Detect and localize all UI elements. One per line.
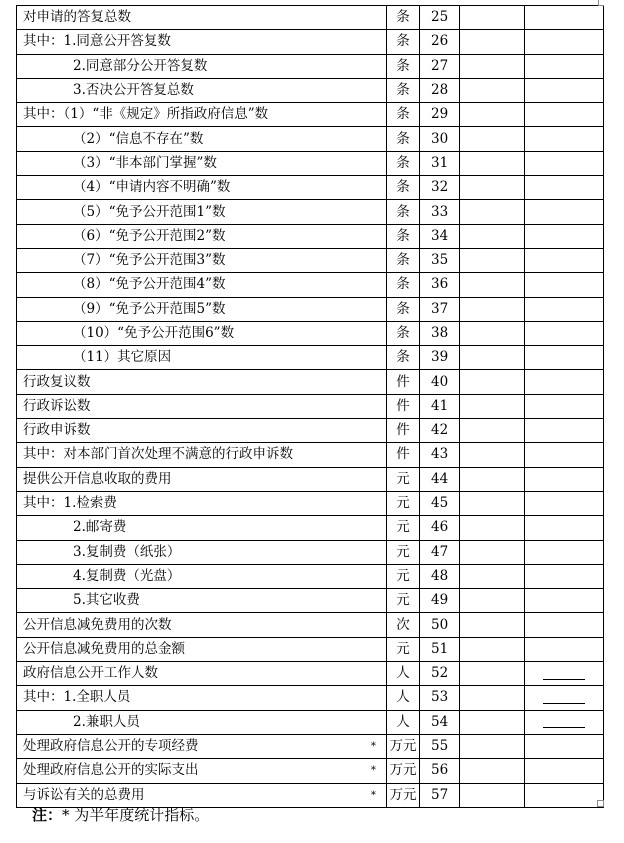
- value-cell-2[interactable]: [524, 370, 603, 394]
- unit-cell: 条: [386, 224, 419, 248]
- value-cell-1[interactable]: [460, 662, 524, 686]
- unit-cell: 人: [386, 662, 419, 686]
- row-code-cell: 48: [420, 564, 460, 588]
- table-row: [17, 248, 604, 272]
- indicator-cell: [17, 103, 387, 127]
- indicator-cell: [17, 273, 387, 297]
- value-cell-2[interactable]: [524, 346, 603, 370]
- row-code-cell: 34: [420, 224, 460, 248]
- semiannual-star-marker: *: [370, 741, 376, 753]
- value-cell-2[interactable]: [524, 783, 603, 807]
- row-code-cell: 26: [420, 30, 460, 54]
- row-code-cell: 30: [420, 127, 460, 151]
- table-row: [17, 54, 604, 78]
- value-cell-1[interactable]: [460, 759, 524, 783]
- row-code-cell: 40: [420, 370, 460, 394]
- table-row: [17, 759, 604, 783]
- value-cell-1[interactable]: [460, 248, 524, 272]
- unit-cell: 件: [386, 394, 419, 418]
- row-code-cell: 51: [420, 637, 460, 661]
- table-row: [17, 151, 604, 175]
- value-cell-1[interactable]: [460, 540, 524, 564]
- indicator-cell: [17, 564, 387, 588]
- value-cell-1[interactable]: [460, 224, 524, 248]
- semiannual-star-marker: *: [370, 765, 376, 777]
- value-cell-2[interactable]: [524, 491, 603, 515]
- indicator-cell: [17, 78, 387, 102]
- unit-cell: 条: [386, 6, 419, 30]
- unit-cell: 人: [386, 686, 419, 710]
- value-cell-2[interactable]: [524, 248, 603, 272]
- unit-cell: 元: [386, 467, 419, 491]
- indicator-label: 2.兼职人员: [73, 713, 140, 730]
- indicator-label: 政府信息公开工作人数: [23, 665, 158, 682]
- row-code-cell: 35: [420, 248, 460, 272]
- value-cell-2[interactable]: [524, 103, 603, 127]
- table-row: [17, 589, 604, 613]
- unit-cell: 次: [386, 613, 419, 637]
- indicator-cell: [17, 419, 387, 443]
- value-cell-2[interactable]: [524, 589, 603, 613]
- unit-cell: 条: [386, 200, 419, 224]
- table-row: [17, 297, 604, 321]
- table-row: [17, 200, 604, 224]
- indicator-cell: [17, 443, 387, 467]
- value-cell-1[interactable]: [460, 443, 524, 467]
- indicator-cell: [17, 686, 387, 710]
- indicator-label: 公开信息减免费用的次数: [23, 616, 172, 633]
- indicator-cell: [17, 176, 387, 200]
- value-cell-1[interactable]: [460, 491, 524, 515]
- value-cell-1[interactable]: [460, 710, 524, 734]
- row-code-cell: 46: [420, 516, 460, 540]
- value-cell-2[interactable]: [524, 54, 603, 78]
- row-code-cell: 53: [420, 686, 460, 710]
- value-cell-1[interactable]: [460, 321, 524, 345]
- indicator-cell: [17, 370, 387, 394]
- value-cell-1[interactable]: [460, 467, 524, 491]
- unit-cell: 元: [386, 637, 419, 661]
- indicator-label: 公开信息减免费用的总金额: [23, 640, 185, 657]
- indicator-label: 处理政府信息公开的实际支出: [23, 762, 199, 779]
- table-row: [17, 613, 604, 637]
- value-cell-2[interactable]: [524, 662, 603, 686]
- value-cell-2[interactable]: [524, 176, 603, 200]
- statistics-table-container: [16, 5, 604, 808]
- row-code-cell: 45: [420, 491, 460, 515]
- row-code-cell: 37: [420, 297, 460, 321]
- indicator-label: 与诉讼有关的总费用: [23, 786, 145, 803]
- statistics-table: [16, 5, 604, 808]
- indicator-label: 其中：对本部门首次处理不满意的行政申诉数: [23, 446, 293, 463]
- value-cell-2[interactable]: [524, 564, 603, 588]
- indicator-cell: [17, 248, 387, 272]
- indicator-cell: [17, 6, 387, 30]
- table-row: [17, 734, 604, 758]
- value-cell-1[interactable]: [460, 686, 524, 710]
- value-cell-2[interactable]: [524, 151, 603, 175]
- unit-cell: 条: [386, 30, 419, 54]
- indicator-label: （9）“免予公开范围5”数: [73, 300, 226, 317]
- row-code-cell: 42: [420, 419, 460, 443]
- value-cell-2[interactable]: [524, 224, 603, 248]
- not-applicable-dash: [543, 727, 585, 728]
- table-row: [17, 710, 604, 734]
- row-code-cell: 43: [420, 443, 460, 467]
- table-row: [17, 467, 604, 491]
- footnote-text: * 为半年度统计指标。: [62, 806, 210, 824]
- value-cell-1[interactable]: [460, 78, 524, 102]
- table-row: [17, 321, 604, 345]
- row-code-cell: 32: [420, 176, 460, 200]
- indicator-cell: [17, 710, 387, 734]
- value-cell-2[interactable]: [524, 297, 603, 321]
- value-cell-2[interactable]: [524, 6, 603, 30]
- indicator-label: （5）“免予公开范围1”数: [73, 203, 226, 220]
- value-cell-2[interactable]: [524, 200, 603, 224]
- footnote: [32, 804, 209, 825]
- value-cell-1[interactable]: [460, 564, 524, 588]
- indicator-cell: [17, 151, 387, 175]
- table-row: [17, 516, 604, 540]
- indicator-label: 对申请的答复总数: [23, 9, 131, 26]
- indicator-cell: [17, 467, 387, 491]
- row-code-cell: 54: [420, 710, 460, 734]
- table-row: [17, 370, 604, 394]
- value-cell-1[interactable]: [460, 394, 524, 418]
- value-cell-2[interactable]: [524, 321, 603, 345]
- value-cell-2[interactable]: [524, 759, 603, 783]
- indicator-cell: [17, 394, 387, 418]
- indicator-cell: [17, 127, 387, 151]
- indicator-cell: [17, 662, 387, 686]
- corner-mark-bottom-right: [597, 800, 604, 807]
- value-cell-1[interactable]: [460, 346, 524, 370]
- row-code-cell: 33: [420, 200, 460, 224]
- value-cell-2[interactable]: [524, 467, 603, 491]
- unit-cell: 条: [386, 127, 419, 151]
- table-row: [17, 78, 604, 102]
- value-cell-2[interactable]: [524, 127, 603, 151]
- value-cell-1[interactable]: [460, 127, 524, 151]
- value-cell-1[interactable]: [460, 297, 524, 321]
- unit-cell: 条: [386, 297, 419, 321]
- unit-cell: 人: [386, 710, 419, 734]
- indicator-cell: [17, 491, 387, 515]
- table-row: [17, 224, 604, 248]
- indicator-label: 其中：1.检索费: [23, 495, 117, 512]
- unit-cell: 条: [386, 78, 419, 102]
- value-cell-2[interactable]: [524, 686, 603, 710]
- indicator-label: 行政复议数: [23, 373, 91, 390]
- unit-cell: 条: [386, 151, 419, 175]
- unit-cell: 条: [386, 248, 419, 272]
- indicator-cell: [17, 734, 387, 758]
- indicator-label: （4）“申请内容不明确”数: [73, 179, 231, 196]
- table-row: [17, 686, 604, 710]
- unit-cell: 条: [386, 103, 419, 127]
- indicator-label: （2）“信息不存在”数: [73, 130, 204, 147]
- row-code-cell: 31: [420, 151, 460, 175]
- value-cell-1[interactable]: [460, 613, 524, 637]
- unit-cell: 元: [386, 589, 419, 613]
- unit-cell: 元: [386, 564, 419, 588]
- unit-cell: 条: [386, 321, 419, 345]
- value-cell-2[interactable]: [524, 78, 603, 102]
- unit-cell: 件: [386, 419, 419, 443]
- indicator-cell: [17, 346, 387, 370]
- row-code-cell: 52: [420, 662, 460, 686]
- not-applicable-dash: [543, 703, 585, 704]
- unit-cell: 万元: [386, 734, 419, 758]
- value-cell-1[interactable]: [460, 734, 524, 758]
- table-row: [17, 540, 604, 564]
- value-cell-2[interactable]: [524, 516, 603, 540]
- row-code-cell: 44: [420, 467, 460, 491]
- footnote-prefix: 注：: [32, 806, 63, 824]
- indicator-cell: [17, 30, 387, 54]
- table-row: [17, 419, 604, 443]
- unit-cell: 万元: [386, 783, 419, 807]
- value-cell-2[interactable]: [524, 394, 603, 418]
- table-row: [17, 394, 604, 418]
- indicator-cell: [17, 224, 387, 248]
- indicator-label: （10）“免予公开范围6”数: [73, 325, 235, 341]
- value-cell-2[interactable]: [524, 710, 603, 734]
- table-row: [17, 30, 604, 54]
- table-row: [17, 491, 604, 515]
- indicator-label: （7）“免予公开范围3”数: [73, 252, 226, 269]
- indicator-cell: [17, 321, 387, 345]
- value-cell-2[interactable]: [524, 613, 603, 637]
- value-cell-2[interactable]: [524, 443, 603, 467]
- semiannual-star-marker: *: [370, 789, 376, 801]
- value-cell-1[interactable]: [460, 783, 524, 807]
- row-code-cell: 50: [420, 613, 460, 637]
- row-code-cell: 29: [420, 103, 460, 127]
- table-body: [17, 6, 604, 808]
- value-cell-1[interactable]: [460, 637, 524, 661]
- row-code-cell: 36: [420, 273, 460, 297]
- indicator-cell: [17, 540, 387, 564]
- row-code-cell: 27: [420, 54, 460, 78]
- unit-cell: 条: [386, 176, 419, 200]
- corner-mark-top-right: [598, 0, 604, 6]
- table-row: [17, 273, 604, 297]
- indicator-label: 行政申诉数: [23, 422, 91, 439]
- indicator-label: 其中：（1）“非《规定》所指政府信息”数: [23, 106, 269, 123]
- unit-cell: 件: [386, 443, 419, 467]
- unit-cell: 元: [386, 516, 419, 540]
- value-cell-1[interactable]: [460, 176, 524, 200]
- value-cell-2[interactable]: [524, 540, 603, 564]
- indicator-label: 3.否决公开答复总数: [73, 82, 194, 99]
- row-code-cell: 57: [420, 783, 460, 807]
- table-row: [17, 103, 604, 127]
- value-cell-2[interactable]: [524, 637, 603, 661]
- table-row: [17, 564, 604, 588]
- indicator-label: 5.其它收费: [73, 592, 140, 609]
- unit-cell: 条: [386, 346, 419, 370]
- indicator-label: 处理政府信息公开的专项经费: [23, 738, 199, 755]
- value-cell-1[interactable]: [460, 54, 524, 78]
- row-code-cell: 41: [420, 394, 460, 418]
- table-row: [17, 176, 604, 200]
- value-cell-2[interactable]: [524, 30, 603, 54]
- value-cell-1[interactable]: [460, 200, 524, 224]
- table-row: [17, 443, 604, 467]
- indicator-label: 其中：1.全职人员: [23, 689, 131, 706]
- value-cell-1[interactable]: [460, 273, 524, 297]
- row-code-cell: 56: [420, 759, 460, 783]
- value-cell-1[interactable]: [460, 6, 524, 30]
- unit-cell: 元: [386, 540, 419, 564]
- indicator-label: （8）“免予公开范围4”数: [73, 276, 226, 293]
- indicator-cell: [17, 589, 387, 613]
- value-cell-2[interactable]: [524, 734, 603, 758]
- value-cell-1[interactable]: [460, 151, 524, 175]
- indicator-label: 4.复制费（光盘）: [73, 567, 181, 584]
- value-cell-1[interactable]: [460, 589, 524, 613]
- unit-cell: 元: [386, 491, 419, 515]
- value-cell-1[interactable]: [460, 516, 524, 540]
- indicator-cell: [17, 613, 387, 637]
- table-row: [17, 127, 604, 151]
- indicator-cell: [17, 54, 387, 78]
- row-code-cell: 25: [420, 6, 460, 30]
- table-row: [17, 6, 604, 30]
- row-code-cell: 55: [420, 734, 460, 758]
- value-cell-1[interactable]: [460, 30, 524, 54]
- value-cell-1[interactable]: [460, 103, 524, 127]
- value-cell-2[interactable]: [524, 273, 603, 297]
- value-cell-2[interactable]: [524, 419, 603, 443]
- row-code-cell: 49: [420, 589, 460, 613]
- indicator-label: 3.复制费（纸张）: [73, 543, 181, 560]
- table-row: [17, 662, 604, 686]
- value-cell-1[interactable]: [460, 370, 524, 394]
- indicator-label: 提供公开信息收取的费用: [23, 470, 172, 487]
- unit-cell: 条: [386, 273, 419, 297]
- indicator-label: 其中：1.同意公开答复数: [23, 33, 171, 50]
- table-row: [17, 637, 604, 661]
- indicator-cell: [17, 297, 387, 321]
- row-code-cell: 47: [420, 540, 460, 564]
- indicator-cell: [17, 759, 387, 783]
- unit-cell: 件: [386, 370, 419, 394]
- indicator-cell: [17, 516, 387, 540]
- indicator-label: 2.邮寄费: [73, 519, 127, 536]
- unit-cell: 万元: [386, 759, 419, 783]
- indicator-label: （6）“免予公开范围2”数: [73, 227, 226, 244]
- indicator-label: （11）其它原因: [73, 349, 172, 366]
- unit-cell: 条: [386, 54, 419, 78]
- value-cell-1[interactable]: [460, 419, 524, 443]
- indicator-label: （3）“非本部门掌握”数: [73, 154, 217, 171]
- row-code-cell: 28: [420, 78, 460, 102]
- not-applicable-dash: [543, 679, 585, 680]
- row-code-cell: 39: [420, 346, 460, 370]
- indicator-label: 2.同意部分公开答复数: [73, 57, 208, 74]
- indicator-label: 行政诉讼数: [23, 397, 91, 414]
- indicator-cell: [17, 200, 387, 224]
- row-code-cell: 38: [420, 321, 460, 345]
- indicator-cell: [17, 637, 387, 661]
- table-row: [17, 346, 604, 370]
